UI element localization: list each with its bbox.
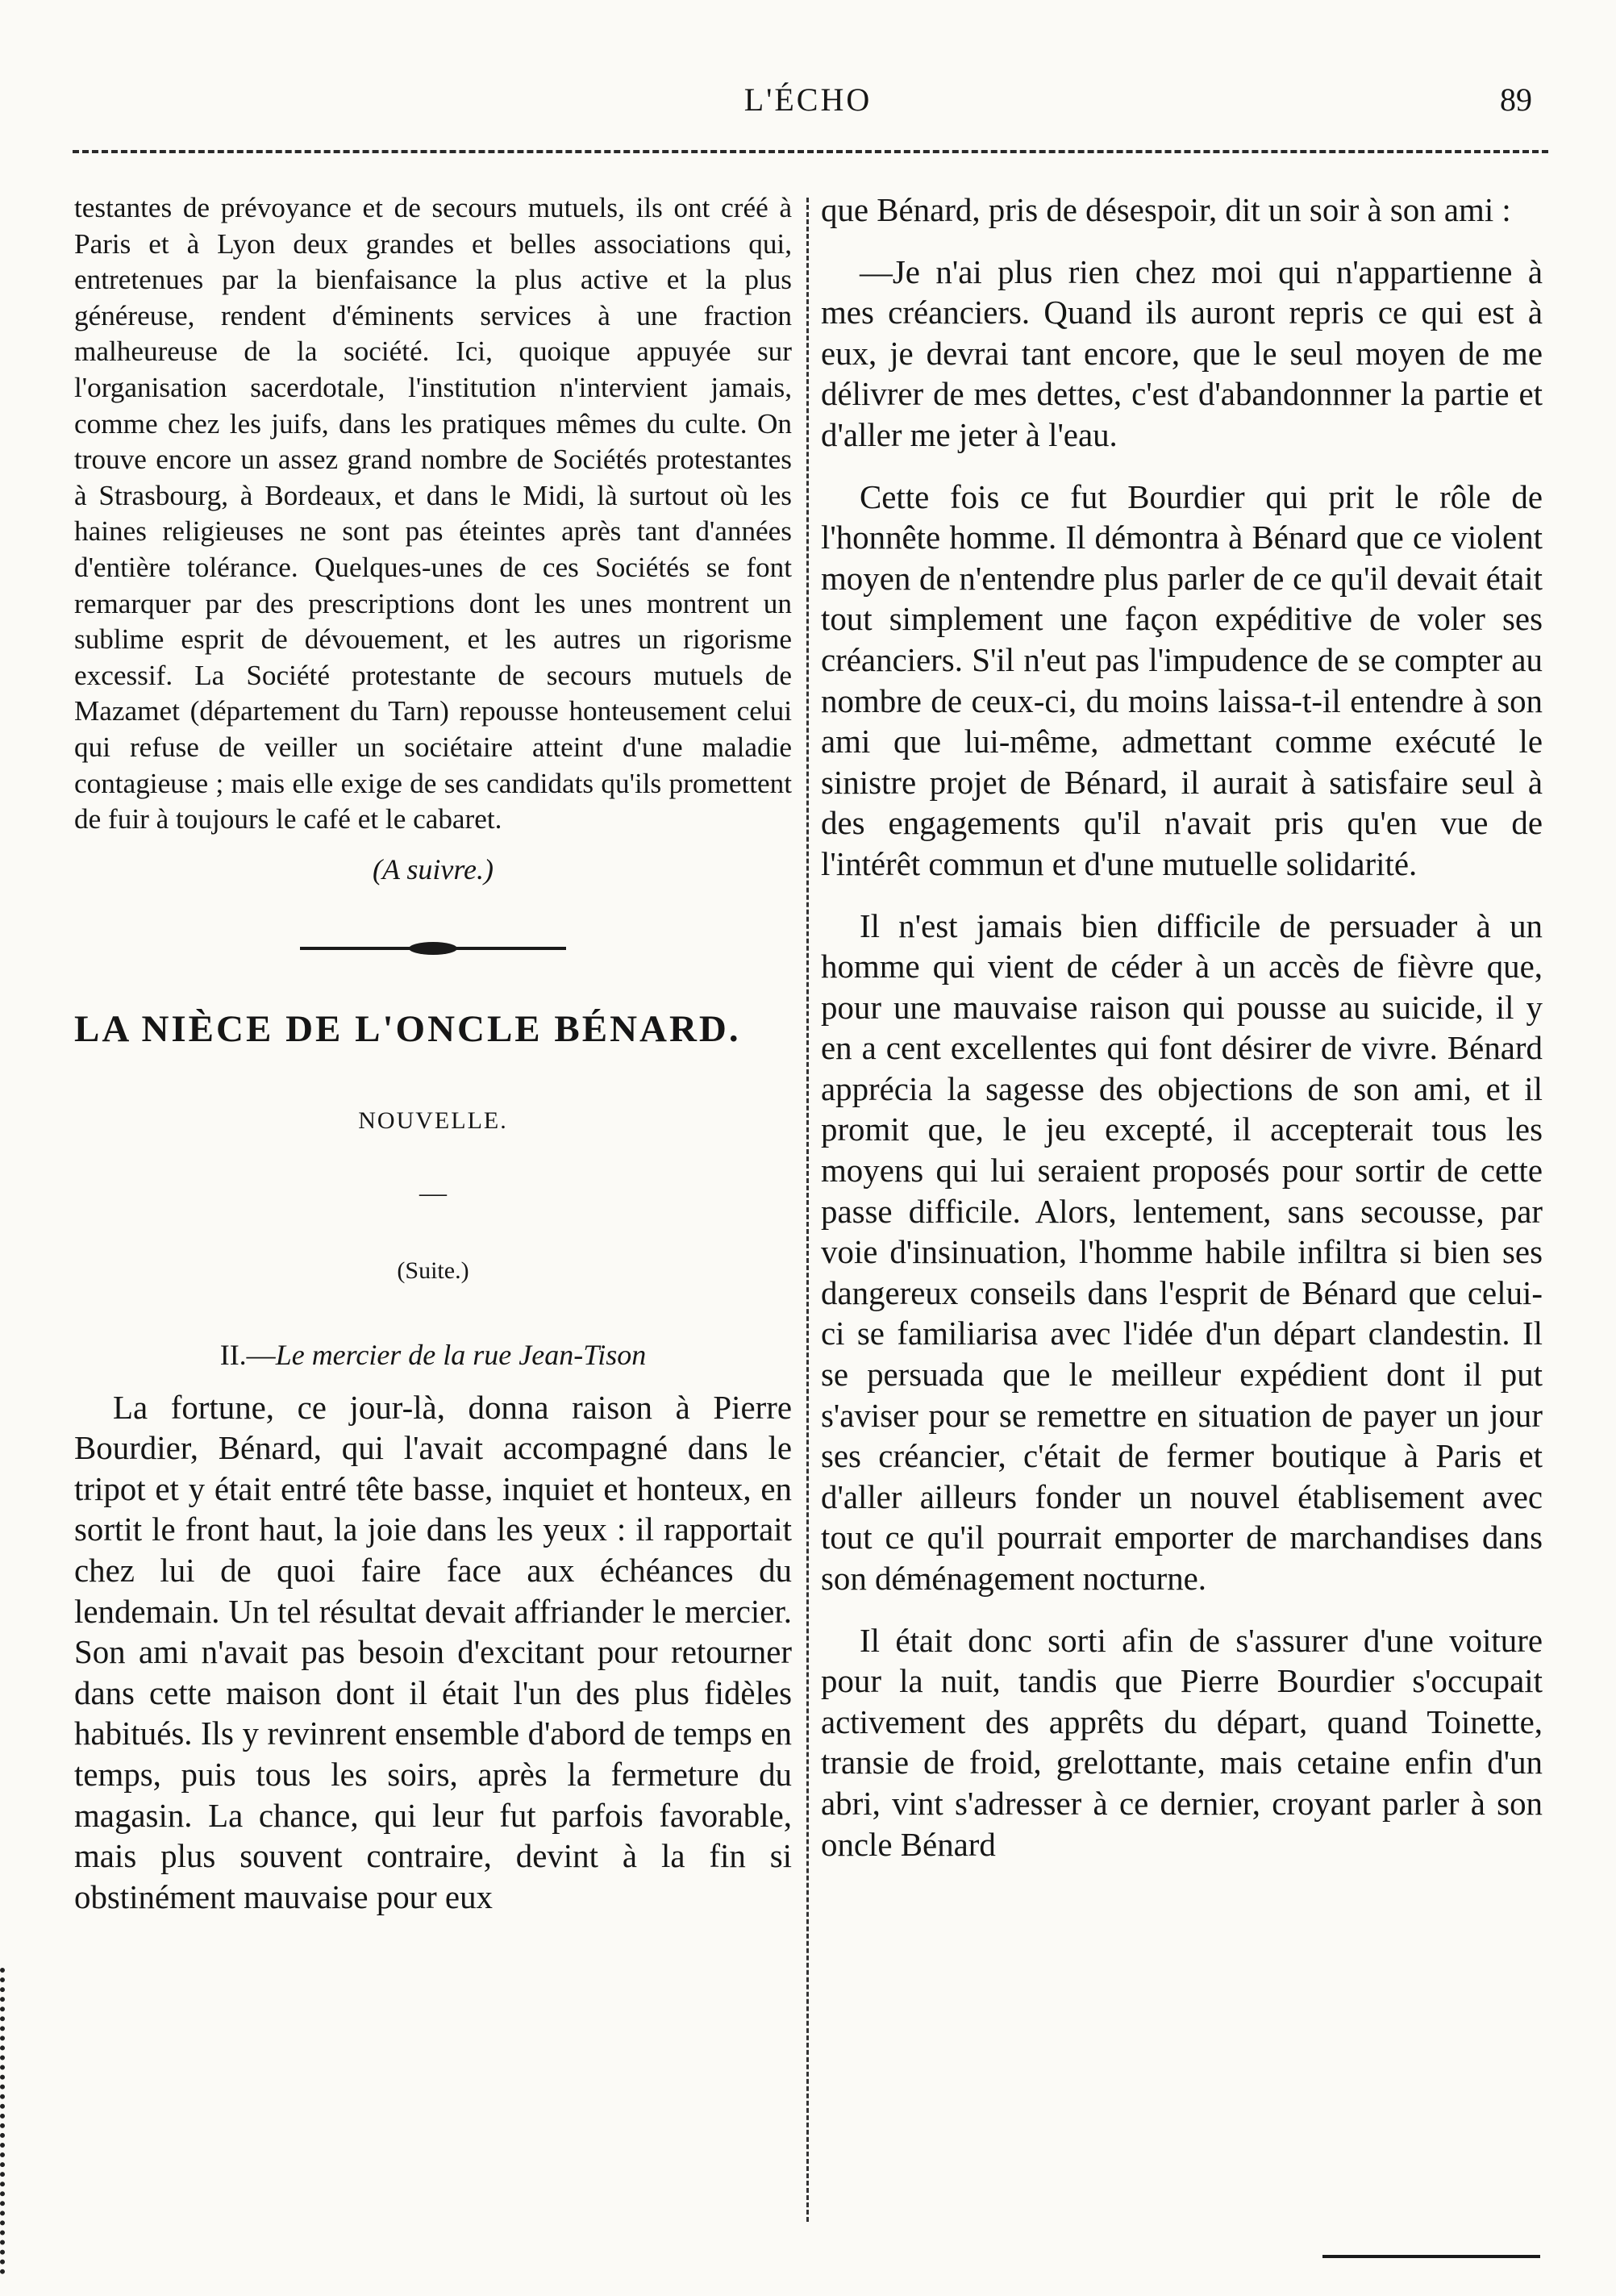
end-rule (1322, 2255, 1540, 2258)
section-ornament (300, 940, 566, 957)
paragraph: La fortune, ce jour-là, donna raison à Pierre Bourdier, Bénard, qui l'avait accompagné dans le tripot et y était entré tête basse, inquiet et honteux, en sortit le front haut, la joie dans les yeux : il rapportait chez lui de quoi faire face aux échéances du lendemain. Un tel résultat devait affriander le mercier. Son ami n'avait pas besoin d'excitant pour retourner dans cette maison dont il était l'un des plus fidèles habitués. Ils y revinrent ensemble d'abord de temps en temps, puis tous les soirs, après la fermeture du magasin. La chance, qui leur fut parfois favorable, mais plus souvent contraire, devint à la fin si obstinément mauvaise pour eux (74, 1389, 792, 1915)
running-header-title: L'ÉCHO (743, 81, 873, 118)
story-title: LA NIÈCE DE L'ONCLE BÉNARD. (74, 1007, 741, 1050)
paragraph: que Bénard, pris de désespoir, dit un soir à son ami : (821, 192, 1511, 228)
story-subtitle: NOUVELLE. (358, 1106, 508, 1134)
chapter-number: II.— (219, 1338, 276, 1371)
suite-label: (Suite.) (397, 1256, 469, 1284)
story-body (74, 1388, 792, 1919)
paragraph: —Je n'ai plus rien chez moi qui n'appartienne à mes créanciers. Quand ils auront repris ce qui est à eux, je devrai tant encore, que le seul moyen de me délivrer de mes dettes, c'est d'abandonnner la partie et d'aller me jeter à l'eau. (821, 253, 1543, 453)
left-column (74, 190, 792, 1918)
paragraph: testantes de prévoyance et de secours mutuels, ils ont créé à Paris et à Lyon deux grandes et belles associations qui, entretenues par la bienfaisance la plus active et la plus généreuse, rendent d'éminents services à une fraction malheureuse de la société. Ici, quoique appuyée sur l'organisation sacerdotale, l'institution n'intervient jamais, comme chez les juifs, dans les pratiques mêmes du culte. On trouve encore un assez grand nombre de Sociétés protestantes à Strasbourg, à Bordeaux, et dans le Midi, là surtout où les haines religieuses ne sont pas éteintes après tant d'années d'entière tolérance. Quelques-unes de ces Sociétés se font remarquer par des prescriptions dont les unes montrent un sublime esprit de dévouement, et les autres un rigorisme excessif. La Société protestante de secours mutuels de Mazamet (département du Tarn) repousse honteusement celui qui refuse de veiller un sociétaire atteint d'une maladie contagieuse ; mais elle exige de ses candidats qu'ils promettent de fuir à toujours le café et le cabaret. (74, 192, 792, 835)
chapter-title: Le mercier de la rue Jean-Tison (275, 1338, 647, 1371)
column-divider (806, 198, 809, 2222)
right-column (821, 190, 1543, 1865)
to-be-continued: (A suivre.) (373, 852, 494, 885)
paragraph: Il n'est jamais bien difficile de persuader à un homme qui vient de céder à un accès de fièvre que, pour une mauvaise raison qui pousse au suicide, il y en a cent excellentes qui font désirer de vivre. Bénard apprécia la sagesse des objections de son ami, et il promit que, le jeu excepté, il accepterait tous les moyens qui lui seraient proposés pour sortir de cette passe difficile. Alors, lentement, sans secousse, par voie d'insinuation, l'homme habile infiltra si bien ses dangereux conseils dans l'esprit de Bénard que celui-ci se familiarisa avec l'idée d'un départ clandestin. Il se persuada que le meilleur expédient dont il put s'aviser pour se remettre en situation de payer un jour ses créancier, c'était de fermer boutique à Paris et d'aller ailleurs fonder un nouvel établisement avec tout ce qu'il pourrait emporter de marchandises dans son déménagement nocturne. (821, 907, 1543, 1597)
binding-edge (0, 1968, 15, 2274)
separator-dash: — (419, 1177, 447, 1208)
chapter-heading (74, 1338, 792, 1388)
paragraph: Cette fois ce fut Bourdier qui prit le rôle de l'honnête homme. Il démontra à Bénard que ce violent moyen de n'entendre plus parler de ce qu'il devait était tout simplement une façon expéditive de voler ses créanciers. S'il n'eut pas l'impudence de se compter au nombre de ceux-ci, du moins laissa-t-il entendre à son ami que lui-même, admettant comme exécuté le sinistre projet de Bénard, il aurait à satisfaire seul à des engagements qu'il n'avait pris qu'en vue de l'intérêt commun et d'une mutuelle solidarité. (821, 478, 1543, 882)
page-number: 89 (1500, 81, 1532, 118)
paragraph: Il était donc sorti afin de s'assurer d'une voiture pour la nuit, tandis que Pierre Bourdier s'occupait activement des apprêts du départ, quand Toinette, transie de froid, grelottante, mais cetaine enfin d'un abri, vint s'adresser à ce dernier, croyant parler à son oncle Bénard (821, 1622, 1543, 1863)
ornament-flourish (409, 942, 457, 955)
header-rule (73, 150, 1548, 153)
article-continuation (74, 190, 792, 838)
